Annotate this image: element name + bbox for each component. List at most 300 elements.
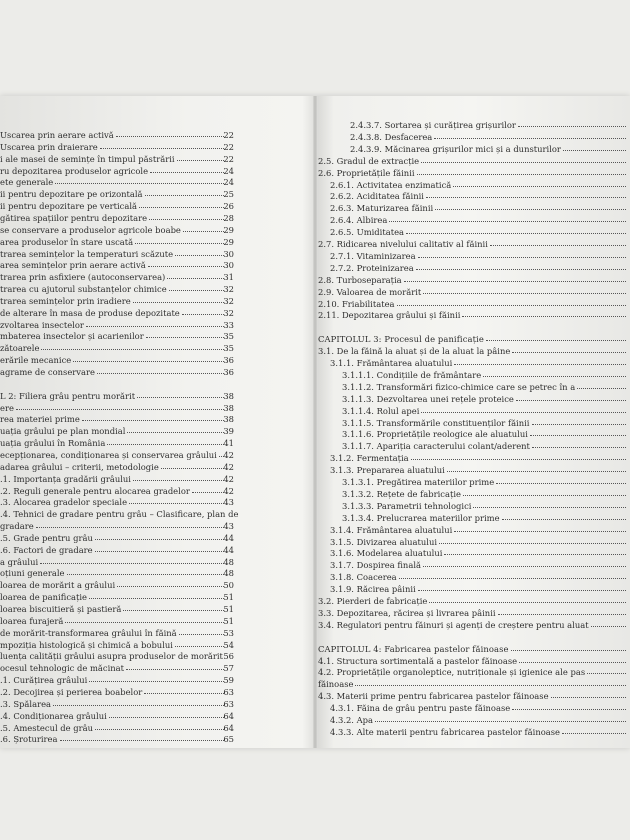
toc-entry-title: loarea furajeră: [0, 615, 64, 626]
dot-leader: [511, 650, 626, 651]
dot-leader: [65, 622, 224, 623]
toc-entry-title: 2.6.4. Albirea: [330, 215, 388, 226]
toc-entry-title: de alterare în masa de produse depozitate: [0, 307, 180, 318]
toc-entry: [0, 143, 248, 152]
toc-entry: [342, 442, 630, 451]
toc-entry-title: ii pentru depozitare pe verticală: [0, 201, 138, 212]
toc-entry-title: agrame de conservare: [0, 367, 95, 377]
toc-entry: [330, 252, 630, 261]
toc-entry: [330, 573, 630, 582]
dot-leader: [82, 420, 224, 421]
toc-entry: [318, 335, 630, 344]
toc-entry-title: ecepționarea, condiționarea și conservarea grâului: [0, 449, 217, 460]
toc-entry: [0, 321, 248, 330]
toc-entry: [0, 404, 248, 413]
dot-leader: [530, 435, 626, 436]
dot-leader: [60, 740, 224, 741]
dot-leader: [453, 186, 626, 187]
toc-entry: [318, 288, 630, 297]
dot-leader: [483, 376, 626, 377]
toc-entry-page: 50: [223, 580, 234, 591]
toc-entry: [0, 214, 248, 223]
toc-entry-page: 31: [223, 272, 234, 283]
toc-entry-page: 29: [223, 236, 234, 247]
toc-entry-page: 44: [223, 544, 234, 555]
toc-entry: [0, 273, 248, 282]
toc-entry-title: .6. Factori de gradare: [0, 544, 93, 555]
toc-entry-title: oțiuni generale: [0, 568, 65, 579]
toc-entry-page: 39: [223, 426, 234, 437]
toc-entry-title: 3.1.3.1. Pregătirea materiilor prime: [342, 477, 495, 487]
toc-entry: [0, 688, 248, 697]
toc-entry-title: 3.1.7. Dospirea finală: [330, 560, 421, 571]
toc-entry-title: zvoltarea insectelor: [0, 319, 84, 330]
dot-leader: [86, 326, 224, 327]
toc-entry: [318, 157, 630, 166]
toc-entry-page: 63: [223, 686, 234, 697]
toc-entry-title: 3.1.1.5. Transformările constituenților făinii: [342, 417, 530, 428]
dot-leader: [182, 314, 224, 315]
toc-entry-page: 42: [223, 473, 234, 484]
dot-leader: [434, 138, 626, 139]
toc-entry-title: 3.1.1.7. Apariția caracterului colant/aderent: [342, 441, 530, 452]
toc-entry: [330, 204, 630, 213]
toc-entry: [330, 561, 630, 570]
toc-entry-title: 2.6. Proprietățile făinii: [318, 167, 415, 178]
toc-entry-title: .4. Tehnici de gradare pentru grâu – Clasificare, plan de: [0, 509, 239, 520]
toc-entry-title: 2.10. Friabilitatea: [318, 298, 395, 309]
toc-entry: [0, 558, 248, 567]
toc-entry-title: 3.3. Depozitarea, răcirea și livrarea pâinii: [318, 607, 496, 618]
toc-entry-title: 2.5. Gradul de extracție: [318, 155, 420, 166]
dot-leader: [127, 432, 224, 433]
toc-entry: [342, 383, 630, 392]
dot-leader: [109, 717, 224, 718]
toc-entry: [318, 347, 630, 356]
dot-leader: [161, 468, 224, 469]
toc-entry-title: 3.1.3.3. Parametrii tehnologici: [342, 500, 472, 511]
dot-leader: [55, 183, 224, 184]
toc-entry-title: 3.2. Pierderi de fabricație: [318, 596, 428, 606]
toc-entry-title: 2.4.3.8. Desfacerea: [350, 131, 433, 142]
toc-entry: [0, 581, 248, 590]
toc-entry-title: 2.6.2. Aciditatea făinii: [330, 191, 424, 202]
toc-entry-title: trarea semințelor prin iradiere: [0, 295, 131, 306]
toc-entry-title: 2.7. Ridicarea nivelului calitativ al făinii: [318, 239, 488, 249]
toc-entry: [0, 332, 248, 341]
toc-entry: [318, 680, 630, 689]
toc-entry: [0, 202, 248, 211]
toc-entry-page: 51: [223, 592, 234, 603]
toc-entry-title: 3.1.5. Divizarea aluatului: [330, 536, 438, 547]
dot-leader: [177, 160, 224, 161]
toc-entry: [0, 155, 248, 164]
toc-entry-page: 35: [223, 331, 234, 342]
toc-entry-title: 2.9. Valoarea de morărit: [318, 286, 422, 297]
toc-entry: [330, 264, 630, 273]
dot-leader: [411, 459, 626, 460]
toc-entry-page: 30: [223, 248, 234, 259]
toc-entry-title: 2.4.3.9. Măcinarea grișurilor mici și a dunsturilor: [350, 143, 561, 154]
dot-leader: [167, 278, 224, 279]
toc-entry: [342, 478, 630, 487]
dot-leader: [512, 352, 626, 353]
dot-leader: [126, 669, 224, 670]
dot-leader: [146, 337, 224, 338]
toc-entry-page: 53: [223, 627, 234, 638]
dot-leader: [183, 231, 224, 232]
dot-leader: [169, 290, 224, 291]
toc-entry: [0, 700, 248, 709]
toc-entry-page: 32: [223, 284, 234, 295]
dot-leader: [149, 219, 224, 220]
dot-leader: [375, 721, 626, 722]
right-page: [318, 96, 630, 748]
toc-entry-title: 3.1.1.2. Transformări fizico-chimice care se petrec în a: [342, 381, 576, 392]
toc-entry-title: 3.1.1.4. Rolul apei: [342, 405, 420, 416]
toc-entry-title: ere: [0, 402, 14, 413]
toc-entry-title: mpoziția histologică și chimică a bobului: [0, 639, 173, 650]
toc-entry-page: 57: [223, 663, 234, 674]
dot-leader: [512, 709, 626, 710]
dot-leader: [463, 495, 626, 496]
toc-entry-page: 64: [223, 722, 234, 733]
toc-entry: [0, 250, 248, 259]
toc-entry: [318, 169, 630, 178]
dot-leader: [426, 197, 626, 198]
toc-entry: [0, 285, 248, 294]
dot-leader: [100, 148, 224, 149]
dot-leader: [95, 539, 224, 540]
dot-leader: [97, 373, 224, 374]
toc-entry: [0, 724, 248, 733]
toc-entry: [0, 368, 248, 377]
toc-entry: [0, 617, 248, 626]
dot-leader: [53, 705, 224, 706]
toc-entry: [318, 645, 630, 654]
dot-leader: [421, 412, 626, 413]
toc-entry-page: 29: [223, 224, 234, 235]
dot-leader: [148, 266, 224, 267]
dot-leader: [423, 566, 626, 567]
dot-leader: [429, 602, 626, 603]
toc-entry-title: 4.3.3. Alte materii pentru fabricarea pastelor făinoase: [330, 726, 561, 737]
toc-entry-title: 3.1.3.4. Prelucrarea materiilor prime: [342, 512, 500, 523]
dot-leader: [454, 364, 626, 365]
toc-entry: [0, 356, 248, 365]
toc-entry: [0, 652, 248, 661]
dot-leader: [107, 444, 224, 445]
toc-entry-page: 65: [223, 734, 234, 745]
dot-leader: [133, 480, 224, 481]
toc-entry: [0, 261, 248, 270]
toc-entry: [330, 454, 630, 463]
dot-leader: [447, 471, 626, 472]
toc-entry-title: area produselor în stare uscată: [0, 236, 134, 247]
toc-entry: [318, 597, 630, 606]
toc-entry-title: 2.6.3. Maturizarea făinii: [330, 203, 434, 214]
dot-leader: [439, 543, 626, 544]
dot-leader: [16, 409, 224, 410]
toc-entry: [330, 526, 630, 535]
toc-entry: [0, 569, 248, 578]
book-spread: [0, 96, 630, 748]
toc-entry-title: gătirea spațiilor pentru depozitare: [0, 212, 148, 223]
toc-entry-title: ii pentru depozitare pe orizontală: [0, 189, 143, 200]
dot-leader: [179, 634, 224, 635]
dot-leader: [454, 531, 626, 532]
dot-leader: [123, 610, 224, 611]
toc-entry-title: CAPITOLUL 4: Fabricarea pastelor făinoase: [318, 643, 509, 654]
toc-entry-page: 42: [223, 449, 234, 460]
toc-entry-title: 3.1.1.3. Dezvoltarea unei rețele proteice: [342, 393, 514, 404]
book-spine: [313, 96, 317, 748]
toc-entry-title: 3.1.4. Frământarea aluatului: [330, 524, 453, 535]
toc-entry-page: 41: [223, 438, 234, 449]
toc-entry-title: CAPITOLUL 3: Procesul de panificație: [318, 334, 484, 345]
toc-entry-title: L 2: Filiera grâu pentru morărit: [0, 390, 136, 401]
toc-entry-title: 3.1. De la făină la aluat și de la aluat la pâine: [318, 346, 511, 357]
dot-leader: [435, 209, 626, 210]
toc-entry-page: 24: [223, 165, 234, 176]
dot-leader: [117, 586, 224, 587]
toc-entry: [0, 534, 248, 543]
toc-entry: [330, 704, 630, 713]
toc-entry-title: 3.1.1.1. Condițiile de frământare: [342, 369, 482, 380]
toc-entry: [350, 145, 630, 154]
toc-entry-page: 22: [223, 130, 234, 140]
toc-entry: [0, 344, 248, 353]
dot-leader: [355, 685, 626, 686]
toc-entry: [0, 629, 248, 638]
dot-leader: [192, 492, 224, 493]
toc-entry-title: .6. Șroturirea: [0, 734, 58, 745]
toc-entry-title: erările mecanice: [0, 355, 72, 366]
toc-entry: [0, 498, 248, 507]
toc-entry: [330, 716, 630, 725]
toc-entry-page: 63: [223, 698, 234, 709]
dot-leader: [135, 243, 224, 244]
toc-entry-title: area semințelor prin aerare activă: [0, 260, 146, 271]
dot-leader: [462, 316, 626, 317]
toc-entry-page: 43: [223, 521, 234, 532]
toc-entry-title: 2.11. Depozitarea grâului și făinii: [318, 310, 461, 321]
dot-leader: [496, 483, 626, 484]
toc-entry-title: ete generale: [0, 177, 54, 188]
toc-entry: [330, 359, 630, 368]
toc-entry-title: ru depozitarea produselor agricole: [0, 165, 149, 176]
dot-leader: [562, 733, 626, 734]
toc-entry-page: 24: [223, 177, 234, 188]
toc-entry-title: luența calității grâului asupra produselor de morărit: [0, 651, 223, 662]
toc-entry-page: 48: [223, 556, 234, 567]
dot-leader: [516, 400, 626, 401]
toc-entry: [0, 178, 248, 187]
toc-entry-page: 38: [223, 390, 234, 401]
toc-entry: [0, 297, 248, 306]
dot-leader: [89, 598, 224, 599]
toc-entry: [330, 228, 630, 237]
toc-entry: [330, 181, 630, 190]
dot-leader: [150, 172, 224, 173]
toc-entry-title: 3.4. Regulatori pentru făinuri și agenți de creștere pentru aluat: [318, 619, 589, 630]
toc-entry-title: ocesul tehnologic de măcinat: [0, 663, 125, 674]
dot-leader: [490, 245, 626, 246]
dot-leader: [519, 662, 626, 663]
toc-entry: [0, 238, 248, 247]
toc-entry-title: 3.1.6. Modelarea aluatului: [330, 548, 443, 559]
toc-entry: [0, 463, 248, 472]
toc-entry: [330, 192, 630, 201]
toc-entry-page: 36: [223, 355, 234, 366]
toc-entry-title: 3.1.2. Fermentația: [330, 453, 409, 464]
dot-leader: [41, 349, 224, 350]
toc-entry-title: .4. Condiționarea grâului: [0, 710, 107, 721]
dot-leader: [95, 551, 224, 552]
dot-leader: [421, 162, 626, 163]
toc-entry-page: 48: [223, 568, 234, 579]
toc-entry-title: de morărit-transformarea grâului în făină: [0, 627, 177, 638]
toc-entry: [0, 167, 248, 176]
dot-leader: [417, 174, 626, 175]
toc-entry: [0, 131, 248, 140]
toc-entry: [330, 538, 630, 547]
toc-entry-page: 38: [223, 414, 234, 425]
toc-entry-title: trarea cu ajutorul substanțelor chimice: [0, 284, 167, 295]
dot-leader: [133, 302, 224, 303]
toc-entry-page: 59: [223, 675, 234, 686]
toc-entry-title: zătoarele: [0, 343, 40, 354]
toc-entry-page: 64: [223, 710, 234, 721]
toc-entry: [318, 692, 630, 701]
toc-entry: [0, 664, 248, 673]
toc-entry-title: 2.4.3.7. Sortarea și curățirea grișurilor: [350, 120, 516, 130]
dot-leader: [175, 646, 224, 647]
toc-entry-page: 36: [223, 367, 234, 377]
toc-entry-title: Uscarea prin aerare activă: [0, 130, 114, 140]
toc-entry: [330, 585, 630, 594]
toc-entry: [342, 430, 630, 439]
toc-entry-title: .5. Grade pentru grâu: [0, 532, 93, 543]
toc-entry-page: 35: [223, 343, 234, 354]
dot-leader: [95, 729, 224, 730]
toc-entry: [0, 735, 248, 744]
toc-entry-page: 54: [223, 639, 234, 650]
toc-entry: [0, 487, 248, 496]
left-page: [0, 96, 312, 748]
toc-entry-title: făinoase: [318, 679, 354, 690]
toc-entry: [330, 549, 630, 558]
toc-entry-page: 22: [223, 153, 234, 164]
toc-entry: [318, 311, 630, 320]
toc-entry-title: .1. Curățirea grâului: [0, 675, 88, 686]
dot-leader: [389, 221, 626, 222]
toc-entry: [342, 514, 630, 523]
toc-entry-title: 3.1.9. Răcirea pâinii: [330, 584, 416, 595]
toc-entry-page: 22: [223, 141, 234, 152]
dot-leader: [40, 563, 224, 564]
toc-entry-page: 42: [223, 461, 234, 472]
toc-entry-page: 28: [223, 212, 234, 223]
toc-entry: [0, 712, 248, 721]
dot-leader: [418, 257, 626, 258]
toc-entry-title: loarea biscuitieră și pastieră: [0, 604, 122, 614]
toc-entry-title: .5. Amestecul de grâu: [0, 722, 94, 733]
toc-entry: [0, 641, 248, 650]
toc-entry: [330, 216, 630, 225]
dot-leader: [502, 519, 626, 520]
toc-entry-title: 2.8. Turboseparația: [318, 274, 402, 285]
dot-leader: [116, 136, 224, 137]
toc-entry-title: uația grâului pe plan mondial: [0, 426, 126, 437]
dot-leader: [67, 574, 224, 575]
toc-entry: [342, 502, 630, 511]
toc-entry-title: 3.1.8. Coacerea: [330, 572, 397, 583]
toc-entry-title: .2. Reguli generale pentru alocarea gradelor: [0, 485, 190, 496]
toc-entry-page: 42: [223, 485, 234, 496]
dot-leader: [577, 388, 626, 389]
toc-entry-title: 2.6.1. Activitatea enzimatică: [330, 179, 452, 190]
dot-leader: [406, 233, 626, 234]
dot-leader: [137, 397, 224, 398]
dot-leader: [587, 673, 626, 674]
toc-entry: [342, 419, 630, 428]
toc-entry-title: .1. Importanța gradării grâului: [0, 473, 131, 484]
toc-entry-title: Uscarea prin draierare: [0, 141, 98, 152]
toc-entry: [0, 439, 248, 448]
dot-leader: [486, 340, 626, 341]
toc-entry-page: 51: [223, 615, 234, 626]
toc-entry-page: 32: [223, 295, 234, 306]
toc-entry-title: 2.6.5. Umiditatea: [330, 227, 405, 238]
toc-entry-title: loarea de morărit a grâului: [0, 580, 116, 591]
dot-leader: [444, 554, 626, 555]
toc-entry: [342, 395, 630, 404]
toc-entry-title: rea materiei prime: [0, 414, 80, 425]
toc-entry-title: 4.3. Materii prime pentru fabricarea pastelor făinoase: [318, 691, 549, 702]
toc-entry-page: 25: [223, 189, 234, 200]
toc-entry-title: 2.7.1. Vitaminizarea: [330, 250, 416, 261]
dot-leader: [473, 507, 626, 508]
toc-entry: [0, 190, 248, 199]
dot-leader: [144, 693, 224, 694]
toc-entry: [318, 668, 630, 677]
dot-leader: [175, 255, 224, 256]
toc-entry: [330, 728, 630, 737]
dot-leader: [397, 305, 626, 306]
dot-leader: [145, 195, 224, 196]
dot-leader: [518, 126, 626, 127]
toc-entry-title: trarea semințelor la temperaturi scăzute: [0, 248, 174, 259]
toc-entry: [318, 276, 630, 285]
toc-entry-title: 4.2. Proprietățile organoleptice, nutriționale și igienice ale pas: [318, 667, 586, 678]
dot-leader: [89, 681, 224, 682]
dot-leader: [423, 293, 626, 294]
toc-entry: [0, 475, 248, 484]
toc-entry-title: 4.3.2. Apa: [330, 715, 374, 725]
toc-entry: [0, 226, 248, 235]
toc-entry: [0, 451, 248, 460]
toc-entry-page: 38: [223, 402, 234, 413]
toc-entry-title: .3. Alocarea gradelor speciale: [0, 497, 128, 508]
toc-entry-title: a grâului: [0, 556, 39, 567]
toc-entry: [318, 240, 630, 249]
toc-entry: [0, 427, 248, 436]
toc-entry-title: 3.1.3. Prepararea aluatului: [330, 465, 445, 476]
dot-leader: [129, 503, 224, 504]
toc-entry-title: 4.1. Structura sortimentală a pastelor făinoase: [318, 655, 518, 666]
toc-entry-page: 32: [223, 307, 234, 318]
